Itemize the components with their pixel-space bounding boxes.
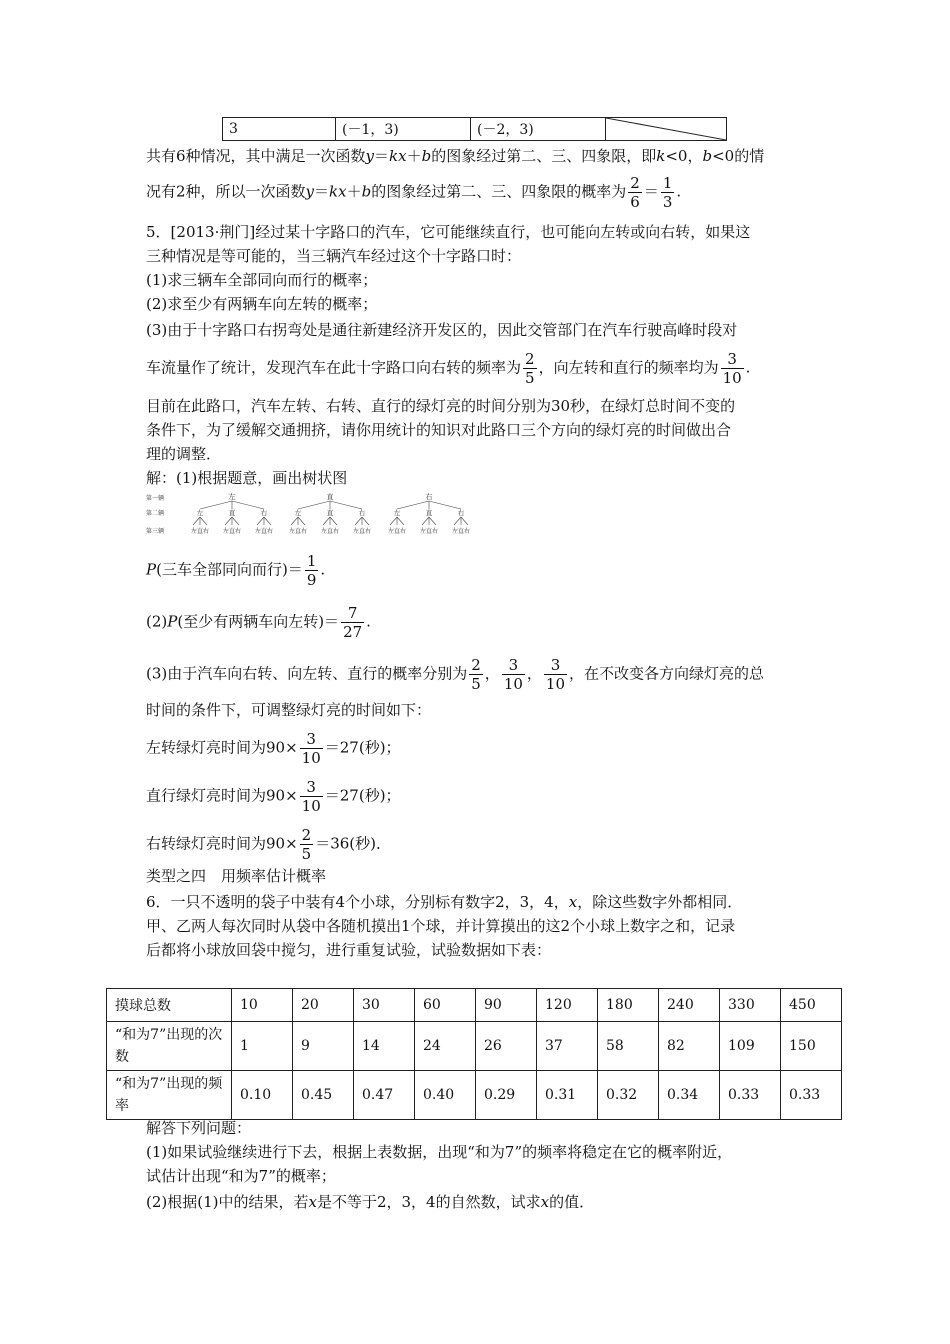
tree-node-level2: 右	[358, 509, 366, 517]
right-turn-line: 右转绿灯亮时间为90× $\frac{2}{5}$ ＝36(秒)．	[146, 826, 391, 863]
table-cell: 0.34	[659, 1071, 720, 1120]
table-cell: 26	[476, 1022, 537, 1071]
fraction: $\frac{3}{10}$	[722, 350, 742, 387]
tree-node-level2: 右	[457, 509, 465, 517]
tree-node-level3: 左直右	[419, 528, 439, 535]
table-cell: 0.32	[598, 1071, 659, 1120]
tree-branch	[257, 517, 264, 525]
tree-node-level2: 右	[260, 509, 268, 517]
question-5-line: 车流量作了统计，发现汽车在此十字路口向右转的频率为 $\frac{2}{5}$ ，向左转和直行的频率均为 $\frac{3}{10}$ .	[146, 350, 751, 387]
tree-branch	[330, 517, 337, 525]
table-cell: (－2，3)	[471, 118, 606, 141]
tree-branch	[397, 501, 429, 509]
tree-branch	[200, 517, 207, 525]
question-5-line: 目前在此路口，汽车左转、右转、直行的绿灯亮的时间分别为30秒，在绿灯总时间不变的	[146, 397, 736, 415]
tree-node-level2: 直	[326, 509, 334, 517]
table-cell: 0.40	[415, 1071, 476, 1120]
diagonal-cell	[606, 118, 727, 141]
tree-node-level2: 左	[294, 509, 302, 517]
tree-row-label: 第一辆	[146, 495, 165, 502]
tree-branch	[298, 517, 305, 525]
tree-branch	[323, 517, 330, 525]
tree-branch	[454, 517, 461, 525]
section-heading: 类型之四 用频率估计概率	[146, 867, 327, 885]
table-row-label: “和为7”出现的频率	[107, 1071, 232, 1120]
table-cell: 9	[293, 1022, 354, 1071]
answer-line: 试估计出现“和为7”的概率；	[146, 1167, 336, 1185]
tree-branch	[298, 501, 330, 509]
tree-branch	[225, 517, 232, 525]
table-header-label: 摸球总数	[107, 989, 232, 1022]
tree-branch	[291, 517, 298, 525]
paragraph-line: 况有2种，所以一次函数y＝kx＋b的图象经过第二、三、四象限的概率为 $\frac{2}{6}$ ＝ $\frac{1}{3}$ .	[146, 174, 682, 211]
tree-branch	[397, 517, 404, 525]
table-cell: 1	[232, 1022, 293, 1071]
solution-line: (3)由于汽车向右转、向左转、直行的概率分别为 $\frac{2}{5}$ ， $\frac{3}{10}$ ， $\frac{3}{10}$ ，在不改变各方向绿灯亮的总	[146, 656, 765, 693]
table-cell: 82	[659, 1022, 720, 1071]
tree-node-level3: 左直右	[320, 528, 340, 535]
tree-branch	[264, 517, 271, 525]
table-header-cell: 60	[415, 989, 476, 1022]
question-6-line: 6．一只不透明的袋子中装有4个小球，分别标有数字2，3，4，x，除这些数字外都相同．	[146, 893, 743, 911]
tree-row-label: 第二辆	[146, 510, 165, 517]
tree-node-level1: 右	[425, 493, 433, 501]
table-row	[223, 118, 727, 141]
table-cell: 58	[598, 1022, 659, 1071]
table-header-cell: 90	[476, 989, 537, 1022]
outcome-table	[222, 117, 727, 141]
fraction: $\frac{2}{5}$	[301, 826, 312, 863]
tree-branch	[390, 517, 397, 525]
table-row	[107, 1071, 842, 1120]
question-5-line: 5．[2013·荆门]经过某十字路口的汽车，它可能继续直行，也可能向左转或向右转，如果这	[146, 223, 751, 241]
table-cell: 0.45	[293, 1071, 354, 1120]
tree-diagram	[146, 490, 486, 540]
table-header-cell: 180	[598, 989, 659, 1022]
table-header-cell: 20	[293, 989, 354, 1022]
table-cell: 37	[537, 1022, 598, 1071]
table-header-row	[107, 989, 842, 1022]
tree-row-label: 第三辆	[146, 528, 165, 535]
table-cell: 14	[354, 1022, 415, 1071]
fraction: $\frac{3}{10}$	[545, 656, 566, 693]
answer-line: 解答下列问题：	[146, 1119, 252, 1137]
fraction: $\frac{3}{10}$	[301, 778, 321, 815]
question-5-line: (3)由于十字路口右拐弯处是通往新建经济开发区的，因此交管部门在汽车行驶高峰时段对	[146, 321, 738, 339]
table-row	[107, 1022, 842, 1071]
fraction: $\frac{1}{9}$	[306, 552, 317, 589]
fraction: $\frac{2}{5}$	[471, 656, 481, 693]
table-cell: 3	[223, 118, 336, 141]
tree-branch	[330, 501, 362, 509]
table-cell: (－1，3)	[336, 118, 471, 141]
question-5-line: (1)求三辆车全部同向而行的概率；	[146, 271, 378, 289]
tree-node-level3: 左直右	[222, 528, 242, 535]
question-5-line: 三种情况是等可能的，当三辆汽车经过这个十字路口时：	[146, 247, 522, 265]
fraction: $\frac{3}{10}$	[503, 656, 523, 693]
table-header-cell: 450	[781, 989, 842, 1022]
table-cell: 0.33	[720, 1071, 781, 1120]
question-5-line: 条件下，为了缓解交通拥挤，请你用统计的知识对此路口三个方向的绿灯亮的时间做出合	[146, 421, 732, 439]
diagonal-line	[606, 118, 726, 140]
question-5-line: (2)求至少有两辆车向左转的概率；	[146, 295, 378, 313]
table-header-cell: 240	[659, 989, 720, 1022]
solution-line: 解：(1)根据题意，画出树状图	[146, 469, 348, 487]
fraction: $\frac{2}{5}$	[525, 350, 535, 387]
table-header-cell: 330	[720, 989, 781, 1022]
tree-branch	[232, 517, 239, 525]
probability-line: (2)P(至少有两辆车向左转)＝ $\frac{7}{27}$ .	[146, 604, 371, 641]
tree-node-level1: 直	[326, 493, 334, 501]
question-5-line: 理的调整．	[146, 445, 222, 463]
tree-branch	[461, 517, 468, 525]
tree-branch	[355, 517, 362, 525]
fraction: $\frac{7}{27}$	[343, 604, 363, 641]
tree-node-level3: 左直右	[387, 528, 407, 535]
table-header-cell: 120	[537, 989, 598, 1022]
table-cell: 0.33	[781, 1071, 842, 1120]
tree-node-level2: 直	[228, 509, 236, 517]
fraction: $\frac{2}{6}$	[630, 174, 640, 211]
tree-branch	[429, 501, 461, 509]
tree-node-level2: 左	[196, 509, 204, 517]
table-cell: 0.47	[354, 1071, 415, 1120]
table-header-cell: 10	[232, 989, 293, 1022]
tree-node-level1: 左	[228, 493, 236, 501]
tree-node-level2: 左	[393, 509, 401, 517]
question-6-line: 后都将小球放回袋中搅匀，进行重复试验，试验数据如下表：	[146, 941, 552, 959]
tree-node-level3: 左直右	[288, 528, 308, 535]
tree-branch	[362, 517, 369, 525]
solution-line: 时间的条件下，可调整绿灯亮的时间如下：	[146, 701, 432, 719]
tree-node-level3: 左直右	[254, 528, 274, 535]
table-cell: 24	[415, 1022, 476, 1071]
tree-branch	[193, 517, 200, 525]
table-cell: 150	[781, 1022, 842, 1071]
table-header-cell: 30	[354, 989, 415, 1022]
question-6-line: 甲、乙两人每次同时从袋中各随机摸出1个球，并计算摸出的这2个小球上数字之和，记录	[146, 917, 736, 935]
tree-branch	[429, 517, 436, 525]
paragraph-line: 共有6种情况，其中满足一次函数y＝kx＋b的图象经过第二、三、四象限，即k<0，b<0的情	[146, 147, 765, 165]
answer-line: (2)根据(1)中的结果，若x是不等于2，3，4的自然数，试求x的值．	[146, 1193, 595, 1211]
left-turn-line: 左转绿灯亮时间为90× $\frac{3}{10}$ ＝27(秒)；	[146, 730, 401, 767]
tree-node-level3: 左直右	[190, 528, 210, 535]
table-cell: 0.29	[476, 1071, 537, 1120]
tree-node-level3: 左直右	[352, 528, 372, 535]
table-cell: 0.31	[537, 1071, 598, 1120]
fraction: $\frac{1}{3}$	[662, 174, 673, 211]
straight-line: 直行绿灯亮时间为90× $\frac{3}{10}$ ＝27(秒)；	[146, 778, 401, 815]
table-row-label: “和为7”出现的次数	[107, 1022, 232, 1071]
table-cell: 0.10	[232, 1071, 293, 1120]
fraction: $\frac{3}{10}$	[301, 730, 321, 767]
table-cell: 109	[720, 1022, 781, 1071]
frequency-table	[106, 988, 842, 1120]
tree-node-level3: 左直右	[451, 528, 471, 535]
tree-node-level2: 直	[425, 509, 433, 517]
answer-line: (1)如果试验继续进行下去，根据上表数据，出现“和为7”的频率将稳定在它的概率附近，	[146, 1143, 733, 1161]
tree-branch	[422, 517, 429, 525]
probability-line: P(三车全部同向而行)＝ $\frac{1}{9}$ .	[146, 552, 326, 589]
tree-branch	[232, 501, 264, 509]
tree-branch	[200, 501, 232, 509]
